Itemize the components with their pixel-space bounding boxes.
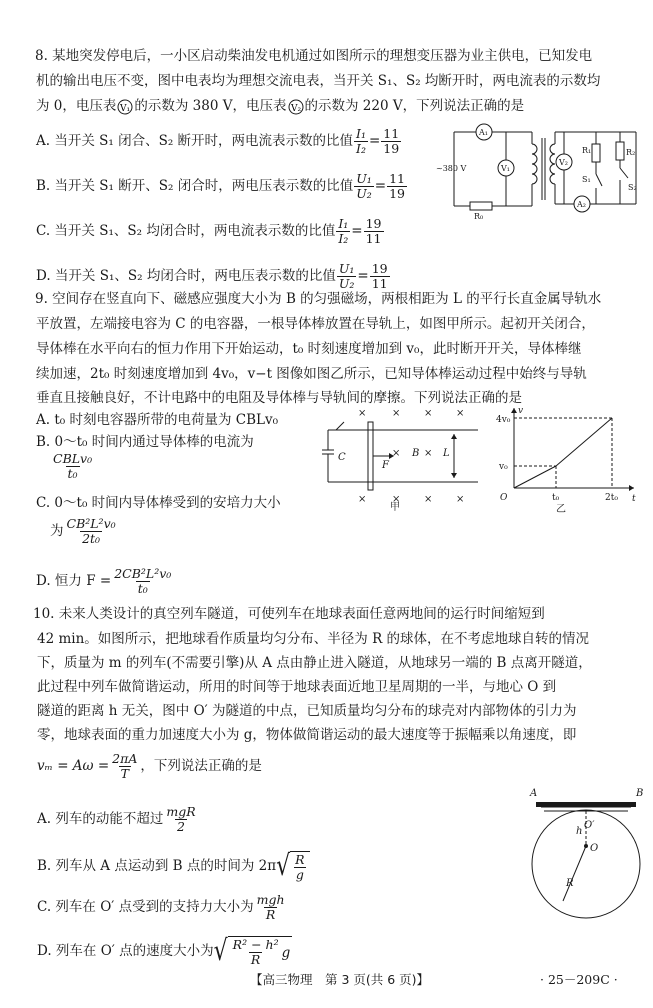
- q9-stem-line5: 垂直且接触良好，不计电路中的电阻及导体棒与导轨间的摩擦。下列说法正确的是: [36, 390, 522, 406]
- svg-text:×: ×: [392, 448, 401, 459]
- svg-text:R₂: R₂: [626, 148, 636, 157]
- q9-stem-line3: 导体棒在水平向右的恒力作用下开始运动，t₀ 时刻速度增加到 v₀，此时断开开关，导体棒继: [36, 341, 582, 357]
- q9-option-d[interactable]: D. 恒力 F = $\frac{\text{2CB²L²v₀}}{\text{t₀}}$: [36, 566, 172, 596]
- q9-option-b[interactable]: B. 0～t₀ 时间内通过导体棒的电流为: [36, 434, 254, 450]
- svg-text:L: L: [443, 448, 450, 459]
- q10-option-d[interactable]: D. 列车在 O′ 点的速度大小为 √ $\frac{\text{R² − h²}}{R}$ g: [37, 934, 291, 968]
- svg-text:A₂: A₂: [577, 200, 586, 209]
- q9-stem-line2: 平放置，左端接电容为 C 的电容器，一根导体棒放置在导轨上，如图甲所示。起初开关闭合，: [36, 316, 595, 332]
- earth-tunnel-diagram: [518, 776, 644, 948]
- q10-option-b[interactable]: B. 列车从 A 点运动到 B 点的时间为 2π √ $\frac{R}{g}$: [37, 851, 310, 882]
- svg-text:×: ×: [456, 408, 465, 419]
- svg-text:V₂: V₂: [290, 103, 301, 114]
- svg-text:F: F: [382, 460, 389, 471]
- velocity-time-graph: [492, 404, 642, 514]
- q9-option-a[interactable]: A. t₀ 时刻电容器所带的电荷量为 CBLv₀: [36, 412, 279, 428]
- page-footer-code: · 25－209C ·: [540, 972, 618, 987]
- svg-text:A₁: A₁: [479, 128, 488, 137]
- q10-option-c[interactable]: C. 列车在 O′ 点受到的支持力大小为 $\frac{\text{mgh}}{R}$: [37, 892, 285, 922]
- svg-text:h: h: [576, 826, 583, 837]
- svg-text:甲: 甲: [390, 502, 400, 512]
- q8-option-b[interactable]: B. 当开关 S₁ 断开、S₂ 闭合时，两电压表示数的比值 $\frac{\text{U₁}}{\text{U₂}}$ = $\frac{11}{19}$: [36, 171, 405, 201]
- voltmeter-v2-icon: [287, 99, 305, 115]
- voltmeter-v1-icon: [116, 99, 134, 115]
- q10-stem-line5: 隧道的距离 h 无关，图中 O′ 为隧道的中点，已知质量均匀分布的球壳对内部物体的引力为: [37, 703, 577, 719]
- svg-text:×: ×: [392, 408, 401, 419]
- q10-stem-line3: 下，质量为 m 的列车(不需要引擎)从 A 点由静止进入隧道，从地球另一端的 B 点离开隧道，: [37, 655, 592, 671]
- q9-option-c-frac: 为 $\frac{\text{CB²L²v₀}}{\text{2t₀}}$: [50, 516, 116, 546]
- svg-text:O′: O′: [584, 820, 595, 831]
- svg-text:~380 V: ~380 V: [436, 164, 467, 173]
- q8-stem-line3: 为 0，电压表 V₁ 的示数为 380 V，电压表 V₂ 的示数为 220 V，下列说法正确的是: [36, 98, 525, 114]
- page-footer-center: 【高三物理 第 3 页(共 6 页)】: [250, 972, 430, 987]
- q9-stem-line1: 9. 空间存在竖直向下、磁感应强度大小为 B 的匀强磁场，两根相距为 L 的平行长直金属导轨水: [35, 291, 602, 307]
- svg-text:V₁: V₁: [120, 103, 131, 114]
- svg-text:乙: 乙: [556, 504, 566, 514]
- q10-stem-line4: 此过程中列车做简谐运动，所用的时间等于地球表面近地卫星周期的一半，与地心 O 到: [37, 679, 557, 695]
- q9-option-b-frac: $\frac{\text{CBLv₀}}{\text{t₀}}$: [53, 451, 93, 481]
- q9-option-c[interactable]: C. 0～t₀ 时间内导体棒受到的安培力大小: [36, 495, 281, 511]
- svg-text:S₁: S₁: [582, 175, 591, 184]
- svg-text:×: ×: [358, 494, 367, 505]
- svg-text:×: ×: [358, 408, 367, 419]
- svg-text:O: O: [500, 493, 508, 503]
- transformer-circuit-diagram: [436, 120, 642, 220]
- q9-stem-line4: 续加速，2t₀ 时刻速度增加到 4v₀，v−t 图像如图乙所示，已知导体棒运动过程中始终与导轨: [36, 366, 587, 382]
- svg-text:×: ×: [424, 494, 433, 505]
- svg-text:A: A: [530, 788, 538, 799]
- svg-text:t: t: [632, 494, 636, 504]
- q10-stem-line1: 10. 未来人类设计的真空列车隧道，可使列车在地球表面任意两地间的运行时间缩短到: [33, 606, 545, 622]
- svg-text:V₂: V₂: [559, 158, 568, 167]
- page-footer: [0, 970, 653, 992]
- svg-text:2t₀: 2t₀: [605, 493, 618, 503]
- svg-text:t₀: t₀: [552, 493, 560, 503]
- svg-text:R: R: [566, 878, 574, 889]
- q8-option-d[interactable]: D. 当开关 S₁、S₂ 均闭合时，两电压表示数的比值 $\frac{\text{U₁}}{\text{U₂}}$ = $\frac{19}{11}$: [36, 261, 388, 291]
- svg-text:v: v: [518, 406, 524, 416]
- svg-text:×: ×: [424, 408, 433, 419]
- q8-stem-line1: 8. 某地突发停电后，一小区启动柴油发电机通过如图所示的理想变压器为业主供电，已知发电: [35, 48, 593, 64]
- svg-text:S₂: S₂: [628, 183, 637, 192]
- q8-stem-line2: 机的输出电压不变，图中电表均为理想交流电表，当开关 S₁、S₂ 均断开时，两电流表的示数均: [36, 73, 601, 89]
- rail-capacitor-diagram: [318, 404, 486, 512]
- q10-option-a[interactable]: A. 列车的动能不超过 $\frac{\text{mgR}}{2}$: [37, 804, 196, 834]
- svg-text:O: O: [590, 843, 599, 854]
- q8-option-c[interactable]: C. 当开关 S₁、S₂ 均闭合时，两电流表示数的比值 $\frac{\text{I₁}}{\text{I₂}}$ = $\frac{19}{11}$: [36, 216, 382, 246]
- q10-stem-line7: vₘ = Aω = $\frac{2\pi A}{T}$ ，下列说法正确的是: [37, 751, 262, 781]
- svg-text:R₀: R₀: [474, 212, 484, 220]
- svg-text:R₁: R₁: [582, 146, 592, 155]
- svg-text:4v₀: 4v₀: [496, 415, 511, 425]
- q10-stem-line2: 42 min。如图所示，把地球看作质量均匀分布、半径为 R 的球体，在不考虑地球自转的情况: [37, 631, 590, 647]
- q8-option-a[interactable]: A. 当开关 S₁ 闭合、S₂ 断开时，两电流表示数的比值 $\frac{\text{I₁}}{\text{I₂}}$ = $\frac{11}{19}$: [36, 126, 400, 156]
- svg-text:v₀: v₀: [499, 462, 508, 472]
- svg-text:B: B: [636, 788, 644, 799]
- svg-text:×: ×: [424, 448, 433, 459]
- svg-text:V₁: V₁: [501, 164, 510, 173]
- q10-stem-line6: 零，地球表面的重力加速度大小为 g，物体做简谐运动的最大速度等于振幅乘以角速度，即: [37, 727, 577, 743]
- svg-text:×: ×: [392, 494, 401, 505]
- svg-text:B: B: [412, 448, 420, 459]
- svg-text:C: C: [338, 452, 346, 463]
- svg-text:×: ×: [456, 494, 465, 505]
